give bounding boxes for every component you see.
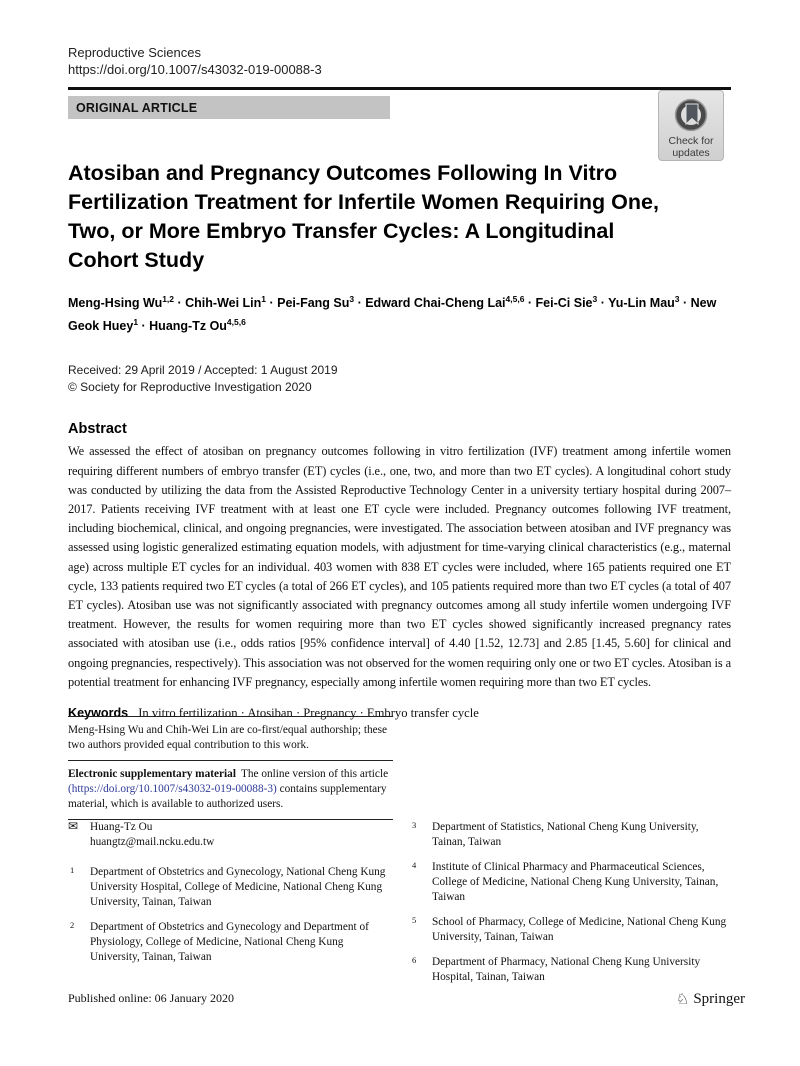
author: Pei-Fang Su$^3$ bbox=[277, 294, 355, 311]
author: Yu-Lin Mau$^3$ bbox=[608, 294, 680, 311]
check-for-updates-badge[interactable] bbox=[658, 90, 724, 161]
affiliation-item bbox=[410, 955, 732, 985]
crossmark-icon bbox=[672, 95, 710, 133]
keywords-heading: Keywords bbox=[68, 705, 129, 720]
affiliation-number: 6 bbox=[412, 955, 417, 965]
author: Edward Chai-Cheng Lai$^{4,5,6}$ bbox=[365, 294, 525, 311]
equal-authorship-note: Meng-Hsing Wu and Chih-Wei Lin are co-first/equal authorship; these two authors provided equal contribution to this work. bbox=[68, 724, 388, 751]
envelope-icon: ✉ bbox=[68, 819, 79, 833]
check-for-updates-label: Check for updates bbox=[668, 135, 714, 159]
affiliation-item bbox=[410, 820, 732, 850]
affiliation-list-left bbox=[68, 865, 410, 965]
author: Meng-Hsing Wu$^{1,2}$ bbox=[68, 294, 175, 311]
dates-block bbox=[68, 362, 731, 396]
affiliations-columns bbox=[68, 820, 732, 995]
affiliation-text: School of Pharmacy, College of Medicine, National Cheng Kung University, Tainan, Taiwan bbox=[432, 916, 727, 943]
journal-name: Reproductive Sciences bbox=[68, 45, 201, 60]
affiliation-number: 3 bbox=[412, 820, 417, 830]
affiliation-list-right bbox=[410, 820, 732, 985]
affiliation-number: 5 bbox=[412, 915, 417, 925]
springer-horse-icon: ♘ bbox=[675, 990, 690, 1008]
esm-note bbox=[68, 761, 393, 819]
affiliation-number: 1 bbox=[70, 865, 75, 875]
author: New Geok Huey$^1$ bbox=[68, 296, 717, 334]
affiliation-item bbox=[410, 860, 732, 905]
affiliation-text: Institute of Clinical Pharmacy and Pharmaceutical Sciences, College of Medicine, National Cheng Kung University, Tainan, Taiwan bbox=[432, 861, 719, 903]
article-type-badge: ORIGINAL ARTICLE bbox=[68, 96, 390, 119]
footnote-block bbox=[68, 716, 393, 820]
affiliation-text: Department of Statistics, National Cheng Kung University, Tainan, Taiwan bbox=[432, 821, 699, 848]
author-separator: · bbox=[597, 296, 609, 311]
page-title: Atosiban and Pregnancy Outcomes Following In Vitro Fertilization Treatment for Infertile Women Requiring One, Two, or More Embryo Transfer Cycles: A Longitudinal Cohort Study bbox=[68, 161, 659, 272]
author-separator: · bbox=[138, 319, 150, 334]
affiliation-number: 2 bbox=[70, 920, 75, 930]
affiliation-column-right bbox=[410, 820, 732, 995]
affiliation-text: Department of Pharmacy, National Cheng Kung University Hospital, Tainan, Taiwan bbox=[432, 956, 701, 983]
published-online: Published online: 06 January 2020 bbox=[68, 991, 234, 1005]
author-separator: · bbox=[679, 296, 691, 311]
author: Huang-Tz Ou$^{4,5,6}$ bbox=[149, 317, 246, 334]
abstract-text: We assessed the effect of atosiban on pregnancy outcomes following in vitro fertilization (IVF) treatment among infertile women requiring different numbers of embryo transfer (ET) cycles (i.e., one, two, and more than two ET cycles). A longitudinal cohort study was conducted by utilizing the data from the Assisted Reproductive Technology Center in a university tertiary hospital during 2007–2017. Patients receiving IVF treatment with at least one ET cycle were included. Pregnancy outcomes following IVF treatment, including biochemical, clinical, and ongoing pregnancies, were investigated. The association between atosiban and IVF pregnancy was assessed using logistic generalized estimating equation models, with adjustment for time-varying clinical characteristics (e.g., maternal age) across multiple ET cycles for an individual. 403 women with 838 ET cycles were included, where 165 patients required one ET cycle, 133 patients required two ET cycles (a total of 266 ET cycles), and 105 patients required more than two ET cycles (a total of 407 ET cycles). Atosiban use was not significantly associated with pregnancy outcomes among all study infertile women undergoing IVF treatment. However, the results for women requiring more than two ET cycles showed significantly increased pregnancy rates associated with atosiban use (i.e., odds ratios [95% confidence interval] of 4.40 [1.52, 12.73] and 2.85 [1.45, 5.60] for clinical and ongoing pregnancies, respectively). This association was not observed for the women requiring only one or two ET cycles. Atosiban is a potential treatment for enhancing IVF pregnancy, especially among infertile women requiring more than two ET cycles. bbox=[68, 444, 731, 689]
author-separator: · bbox=[524, 296, 536, 311]
springer-logo bbox=[676, 991, 745, 1008]
esm-text-pre: The online version of this article bbox=[240, 768, 389, 780]
affiliation-item bbox=[410, 915, 732, 945]
correspondence-email[interactable]: huangtz@mail.ncku.edu.tw bbox=[90, 836, 215, 848]
header-rule bbox=[68, 87, 731, 90]
affiliation-item bbox=[68, 920, 390, 965]
esm-text-post: contains supplementary material, which is available to authorized users. bbox=[68, 783, 387, 810]
springer-wordmark: Springer bbox=[693, 991, 745, 1007]
correspondence-name: Huang-Tz Ou bbox=[90, 821, 153, 833]
page-footer bbox=[68, 991, 745, 1008]
affiliation-item bbox=[68, 865, 390, 910]
affiliation-column-left bbox=[68, 820, 410, 995]
esm-doi-link[interactable]: (https://doi.org/10.1007/s43032-019-00088-3) bbox=[68, 783, 277, 795]
author-separator: · bbox=[354, 296, 366, 311]
copyright-line: © Society for Reproductive Investigation 2020 bbox=[68, 380, 312, 395]
affiliation-text: Department of Obstetrics and Gynecology and Department of Physiology, College of Medicine, National Cheng Kung University, Tainan, Taiwan bbox=[90, 921, 369, 963]
correspondence-block bbox=[68, 820, 410, 850]
author-list bbox=[68, 290, 748, 336]
article-doi: https://doi.org/10.1007/s43032-019-00088-3 bbox=[68, 62, 322, 77]
esm-label: Electronic supplementary material bbox=[68, 768, 236, 780]
author: Chih-Wei Lin$^1$ bbox=[185, 294, 267, 311]
author: Fei-Ci Sie$^3$ bbox=[535, 294, 598, 311]
author-separator: · bbox=[266, 296, 278, 311]
affiliation-text: Department of Obstetrics and Gynecology, National Cheng Kung University Hospital, College of Medicine, National Cheng Kung University, Tainan, Taiwan bbox=[90, 866, 386, 908]
affiliation-number: 4 bbox=[412, 860, 417, 870]
abstract-heading: Abstract bbox=[68, 421, 127, 438]
author-separator: · bbox=[174, 296, 186, 311]
received-accepted: Received: 29 April 2019 / Accepted: 1 August 2019 bbox=[68, 363, 338, 378]
keyword-list: In vitro fertilization · Atosiban · Pregnancy · Embryo transfer cycle bbox=[138, 705, 479, 720]
